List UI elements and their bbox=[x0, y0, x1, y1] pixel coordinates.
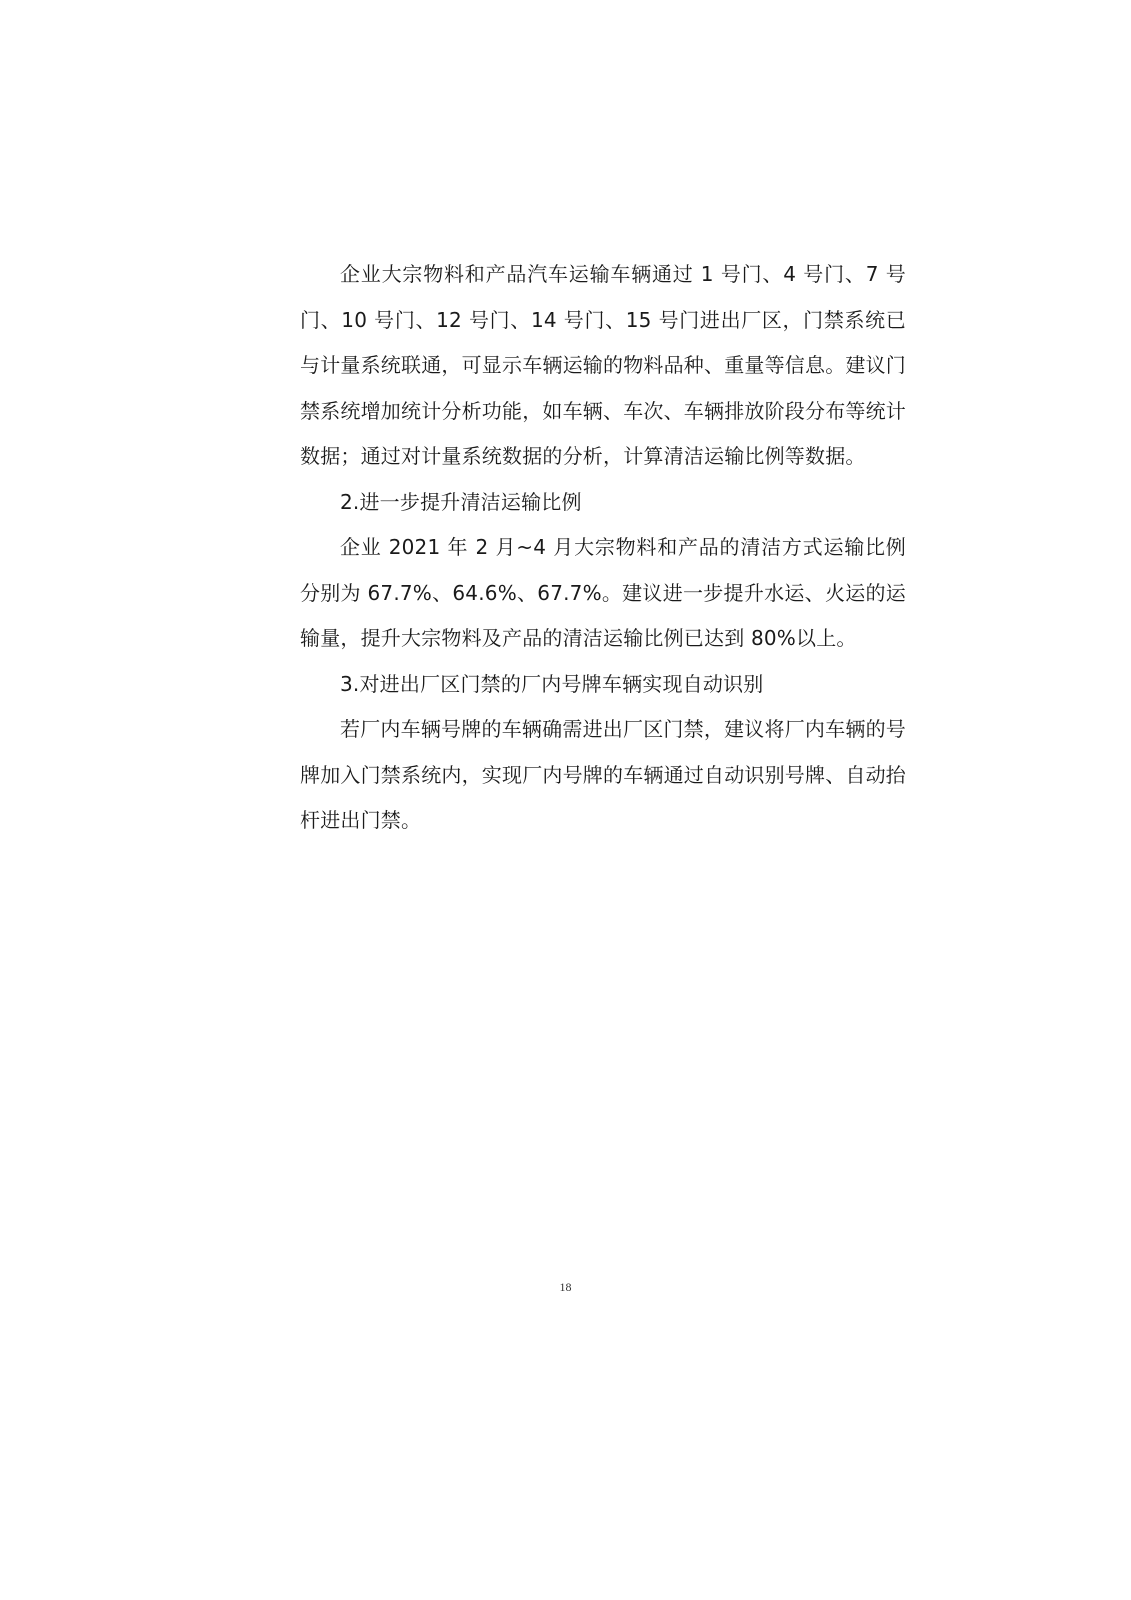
paragraph-clean-transport-ratio: 企业 2021 年 2 月~4 月大宗物料和产品的清洁方式运输比例分别为 67.7%、64.6%、67.7%。建议进一步提升水运、火运的运输量，提升大宗物料及产品的清洁运输比例已达到 80%以上。 bbox=[300, 535, 906, 650]
section-heading-clean-transport: 2.进一步提升清洁运输比例 bbox=[340, 489, 582, 514]
section-heading-auto-recognition: 3.对进出厂区门禁的厂内号牌车辆实现自动识别 bbox=[340, 671, 764, 696]
document-body bbox=[300, 252, 906, 844]
page-number: 18 bbox=[559, 1280, 572, 1294]
paragraph-auto-recognition: 若厂内车辆号牌的车辆确需进出厂区门禁，建议将厂内车辆的号牌加入门禁系统内，实现厂内号牌的车辆通过自动识别号牌、自动抬杆进出门禁。 bbox=[300, 717, 906, 832]
paragraph-gate-system: 企业大宗物料和产品汽车运输车辆通过 1 号门、4 号门、7 号门、10 号门、12 号门、14 号门、15 号门进出厂区，门禁系统已与计量系统联通，可显示车辆运输的物料品种、重量等信息。建议门禁系统增加统计分析功能，如车辆、车次、车辆排放阶段分布等统计数据；通过对计量系统数据的分析，计算清洁运输比例等数据。 bbox=[300, 262, 906, 468]
